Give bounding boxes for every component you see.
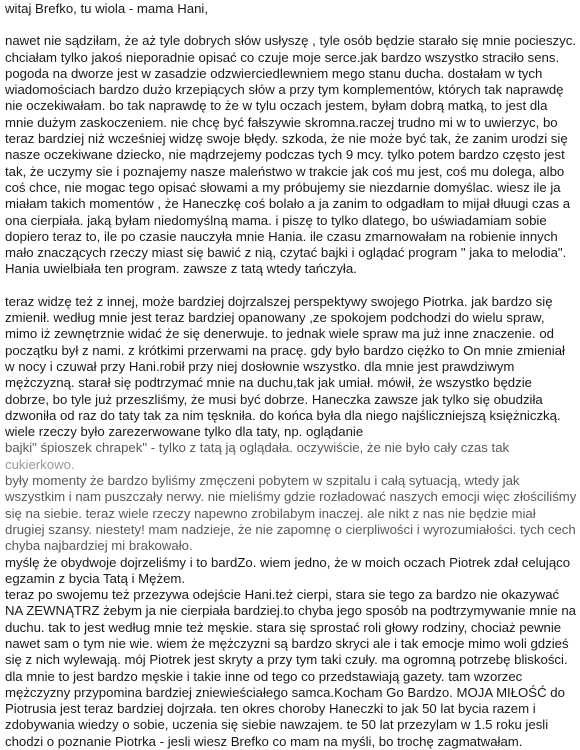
paragraph-1: nawet nie sądziłam, że aż tyle dobrych słów usłyszę , tyle osób będzie starało się mnie pocieszyc. chciałam tylko jakoś nieporadnie opisać co czuje moje serce.jak bardzo wszystko straciło sens. pogoda na dworze jest w zasadzie odzwierciedlewniem mego stanu ducha. dostałam w tych wiadomościach bardzo dużo krzepiących słów a przy tym komplementów, których tak naprawdę nie oczekiwałam. bo tak naprawdę to że w tylu oczach jestem, byłam dobrą matką, to jest dla mnie dużym zaskoczeniem. nie chcę być fałszywie skromna.raczej trudno mi w to uwierzyc, bo teraz bardziej niż wcześniej widzę swoje błędy. szkoda, że nie może być tak, że zanim urodzi się nasze oczekiwane dziecko, nie mądrzejemy podczas tych 9 mcy. tylko potem bardzo często jest tak, że uczymy sie i poznajemy nasze maleństwo w trakcie jak coś mu jest, coś mu dolega, albo coś chce, nie mogac tego opisać słowami a my próbujemy sie niezdarnie domyślac. wiesz ile ja miałam takich momentów , że Haneczkę coś bolało a ja zanim to odgadłam to mijał dłuugi czas a ona cierpiała. jaką byłam niedomyślną mama. i piszę to tylko dlatego, bo uświadamiam sobie dopiero teraz to, ile po czasie nauczyła mnie Hania. ile czasu zmarnowałam na robienie innych mało znaczących rzeczy miast się bawić z nią, czytać bajki i oglądać program " jaka to melodia". Hania uwielbiała ten program. zawsze z tatą wtedy tańczyła. bbox=[5, 33, 576, 277]
paragraph-gap bbox=[5, 17, 578, 33]
paragraph-2-main: teraz widzę też z innej, może bardziej dojrzalszej perspektywy swojego Piotrka. jak bardzo się zmienił. według mnie jest teraz bardziej opanowany ,ze spokojem podchodzi do wielu spraw, mimo iż zewnętrznie widać że się denerwuje. to jednak wiele spraw ma już inne znaczenie. od początku był z nami. z krótkimi przerwami na pracę. gdy było bardzo ciężko to On mnie zmieniał w nocy i czuwał przy Hani.robił przy niej dosłownie wszystko. dla mnie jest prawdziwym mężczyzną. starał się podtrzymać mnie na duchu,tak jak umiał. mówił, że wszystko będzie dobrze, bo tyle już przeszliśmy, że musi być dobrze. Haneczka zawsze jak tylko się obudziła dzwoniła od raz do taty tak za nim tęskniła. do końca była dla niego najśliczniejszą księżniczką. wiele rzeczy było zarezerwowane tylko dla taty, np. oglądanie bbox=[5, 293, 565, 440]
paragraph-2-faded-word: cukierkowo. bbox=[5, 456, 75, 472]
paragraph-4: teraz po swojemu też przezywa odejście Hani.też cierpi, stara sie tego za bardzo nie okazywać NA ZEWNĄTRZ żebym ja nie cierpiała bardziej.to chyba jego sposób na podtrzymywanie mnie na duchu. tak to jest według mnie też męskie. stara się sprostać roli głowy rodziny, chociaż pewnie nawet sam o tym nie wie. wiem że mężczyzni są bardzo skryci ale i tak emocje mimo woli gdzieś się z nich wylewają. mój Piotrek jest skryty a przy tym taki czuły. ma ogromną potrzebę bliskości. dla mnie to jest bardzo męskie i takie inne od tego co przedstawiają gazety. tam wzorzec mężczyzny przypomina bardziej zniewieściałego samca.Kocham Go Bardzo. MOJA MIŁOŚĆ do Piotrusia jest teraz bardziej dojrzała. ten okres choroby Haneczki to jak 50 lat bycia razem i zdobywania wiedzy o sobie, uczenia się siebie nawzajem. te 50 lat przezylam w 1.5 roku jesli chodzi o poznanie Piotrka - jesli wiesz Brefko co mam na myśli, bo trochę zagmatwałam. bbox=[5, 587, 576, 749]
paragraph-2-faded-line: bajki" śpioszek chrapek" - tylko z tatą ją oglądała. oczywiście, że nie było cały czas tak bbox=[5, 440, 510, 456]
paragraph-2-continued: były momenty że bardzo byliśmy zmęczeni pobytem w szpitalu i całą sytuacją, wtedy jak wszystkim i nam puszczały nerwy. nie mieliśmy gdzie rozładować naszych emocji więc złościliśmy się na siebie. teraz wiele rzeczy napewno zrobilabym inaczej. ale nikt z nas nie będzie miał drugiej szansy. niestety! mam nadzieje, że nie zapomnę o cierpliwości i wyrozumiałości. tych cech chyba najbardziej mi brakowało. bbox=[5, 473, 577, 554]
paragraph-gap bbox=[5, 278, 578, 294]
paragraph-3: myślę że obydwoje dojrzeliśmy i to bardZo. wiem jedno, że w moich oczach Piotrek zdał celująco egzamin z bycia Tatą i Mężem. bbox=[5, 554, 571, 586]
greeting-line: witaj Brefko, tu wiola - mama Hani, bbox=[5, 1, 209, 16]
letter-body bbox=[5, 0, 578, 750]
